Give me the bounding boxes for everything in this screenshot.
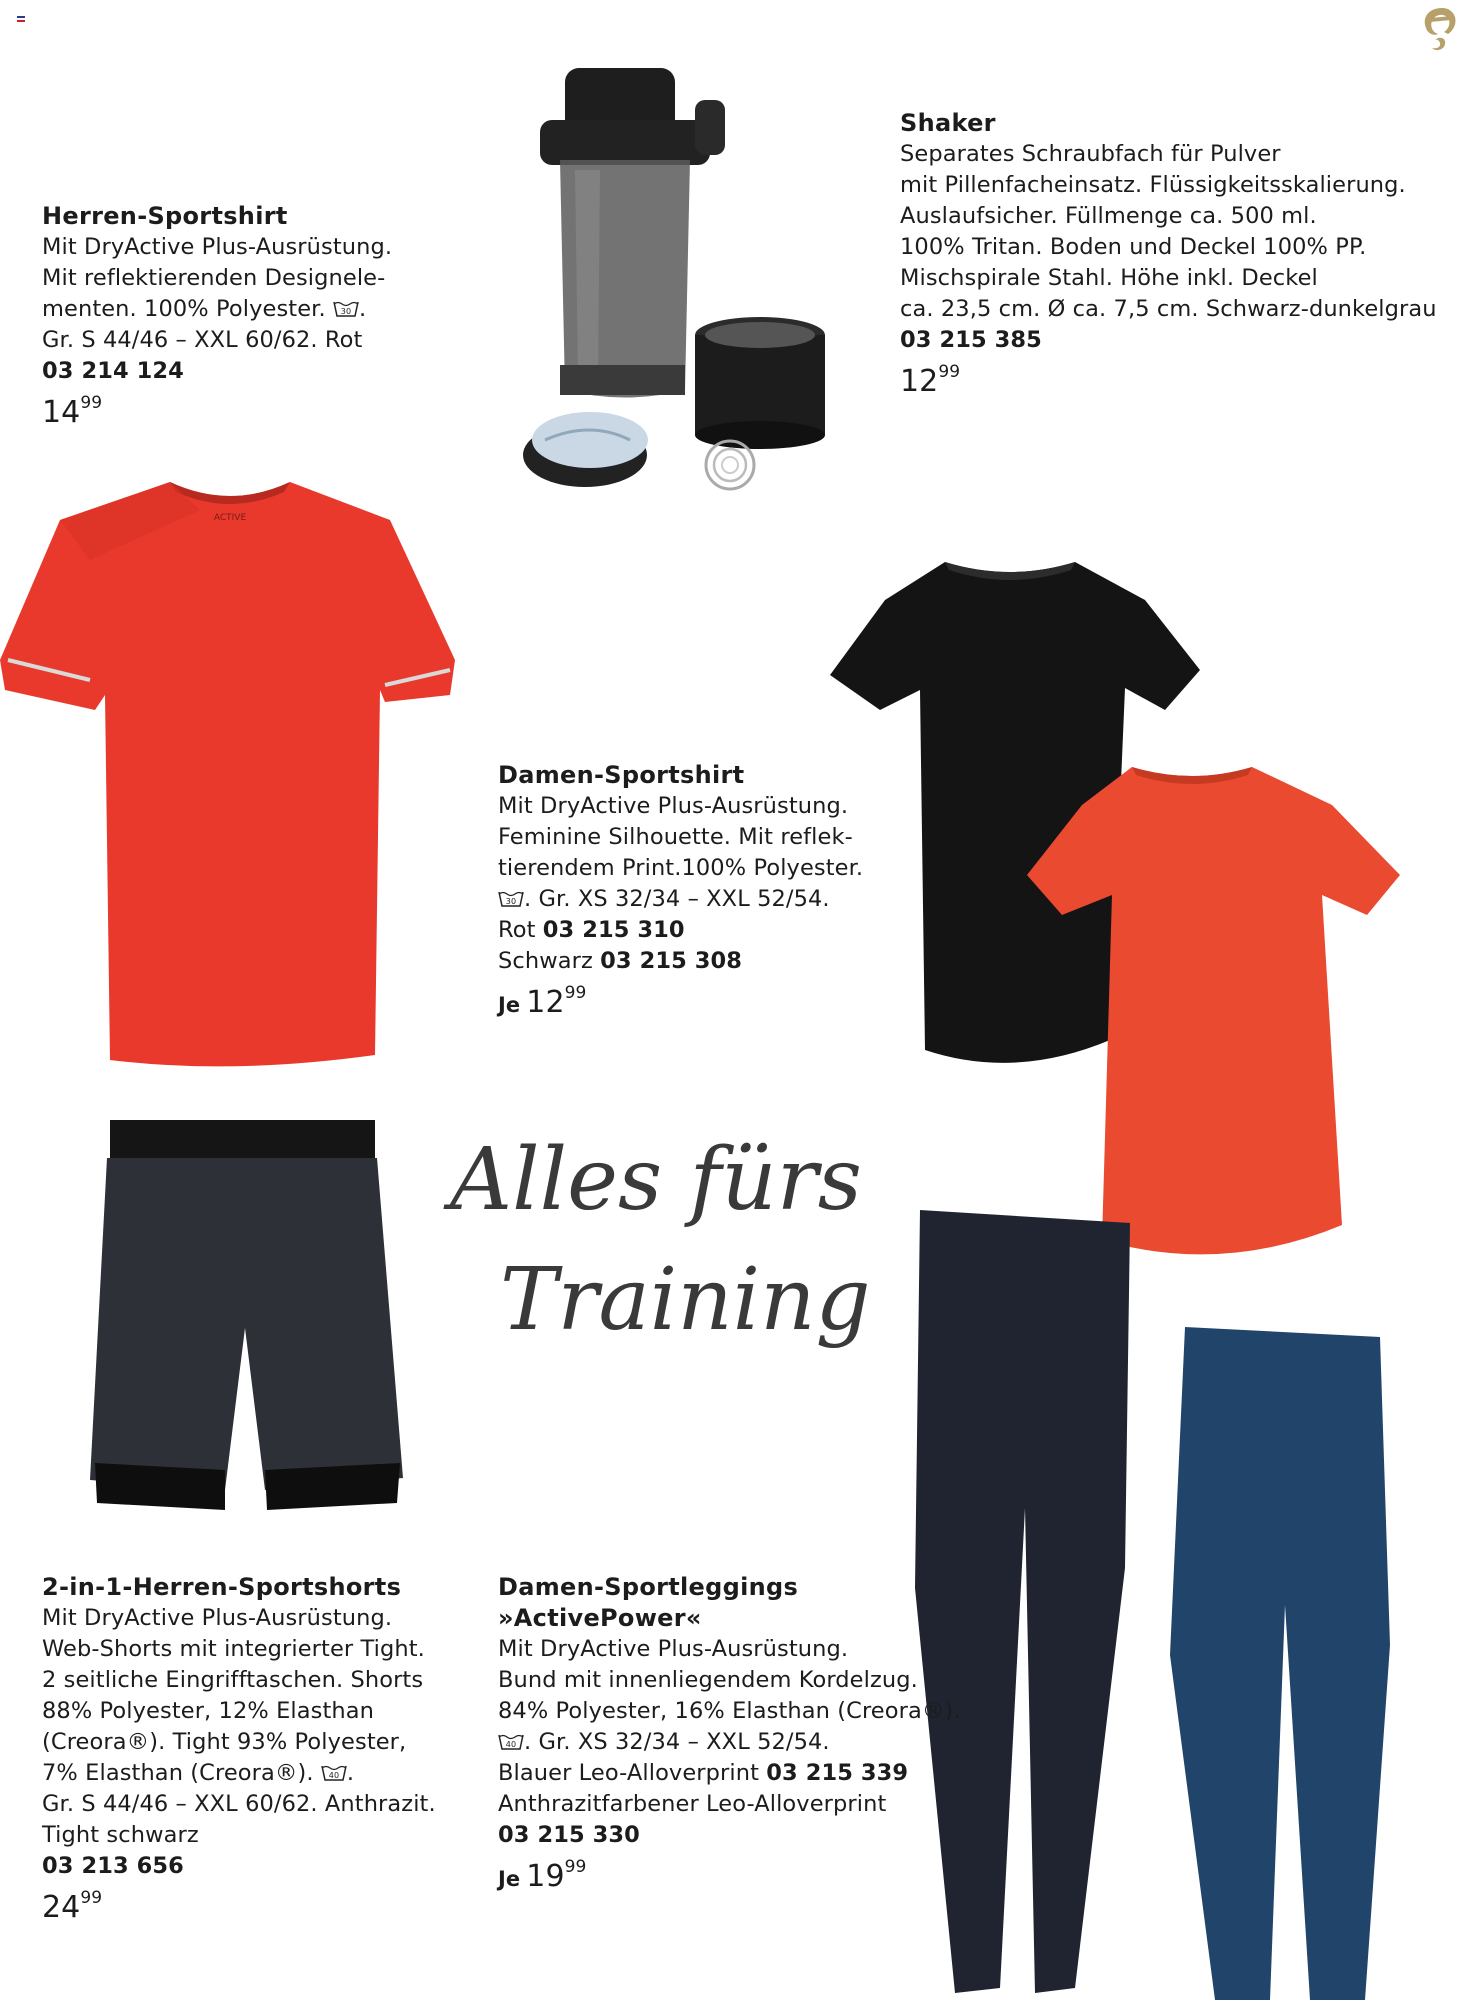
wash-30-icon [333,296,359,314]
headline-line2: Training [500,1250,871,1350]
product-desc: Mischspirale Stahl. Höhe inkl. Deckel [900,265,1318,291]
wash-temp: 30 [505,897,517,906]
headline-line1: Alles fürs [450,1130,862,1230]
damen-shirt-block [498,760,863,1023]
wash-40-icon [321,1760,347,1778]
product-desc: 100% Tritan. Boden und Deckel 100% PP. [900,234,1367,260]
price [42,1890,436,1926]
product-desc: menten. 100% Polyester. [42,296,326,322]
product-desc: Separates Schraubfach für Pulver [900,141,1281,167]
product-desc: Auslaufsicher. Füllmenge ca. 500 ml. [900,203,1317,229]
punct: . [358,296,367,322]
product-desc: 84% Polyester, 16% Elasthan (Creora®). [498,1698,961,1724]
product-desc: Mit DryActive Plus-Ausrüstung. [498,1636,849,1662]
product-desc: tierendem Print.100% Polyester. [498,855,864,881]
article-number: 03 215 385 [900,327,1042,353]
variant-label: Blauer Leo-Alloverprint [498,1760,760,1786]
price-cents: 99 [564,983,587,1003]
product-desc: 88% Polyester, 12% Elasthan [42,1698,375,1724]
price-cents: 99 [80,393,103,413]
product-title: Herren-Sportshirt [42,202,288,230]
flag-icon [17,16,25,24]
product-desc: ca. 23,5 cm. Ø ca. 7,5 cm. Schwarz-dunkelgrau [900,296,1437,322]
variant-label: Rot [498,917,536,943]
price [900,364,1437,400]
price-prefix: Je [498,1867,521,1891]
product-desc: Tight schwarz [42,1822,199,1848]
product-title: Damen-Sportleggings [498,1573,799,1601]
price-cents: 99 [564,1857,587,1877]
wash-40-icon [498,1729,524,1747]
tchibo-bean-logo [1418,4,1464,54]
shorts-block [42,1572,436,1926]
price [498,985,863,1023]
price-main: 24 [42,1890,81,1925]
product-desc: 7% Elasthan (Creora®). [42,1760,314,1786]
price [498,1859,961,1897]
leggings-block [498,1572,961,1897]
product-desc: Bund mit innenliegendem Kordelzug. [498,1667,918,1693]
price [42,395,392,431]
product-title: Shaker [900,109,996,137]
product-desc: 2 seitliche Eingrifftaschen. Shorts [42,1667,424,1693]
product-desc: . Gr. XS 32/34 – XXL 52/54. [524,1729,830,1755]
price-main: 14 [42,395,81,430]
price-main: 12 [526,985,565,1020]
damen-shirt-red-image [1022,765,1402,1275]
variant-label: Anthrazitfarbener Leo-Alloverprint [498,1791,887,1817]
product-title: 2-in-1-Herren-Sportshorts [42,1573,402,1601]
product-desc: Mit DryActive Plus-Ausrüstung. [498,793,849,819]
product-desc: mit Pillenfacheinsatz. Flüssigkeitsskalierung. [900,172,1406,198]
variant-label: Schwarz [498,948,593,974]
article-number: 03 215 310 [542,917,685,943]
wash-30-icon [498,886,524,904]
price-cents: 99 [80,1888,103,1908]
shaker-image [520,60,840,520]
article-number: 03 215 308 [600,948,743,974]
product-subtitle: »ActivePower« [498,1604,702,1632]
article-number: 03 213 656 [42,1853,184,1879]
wash-temp: 30 [340,307,352,316]
price-prefix: Je [498,993,521,1017]
herren-shirt-image [0,480,460,1070]
product-desc: Web-Shorts mit integrierter Tight. [42,1636,425,1662]
product-desc: Mit DryActive Plus-Ausrüstung. [42,234,393,260]
product-desc: (Creora®). Tight 93% Polyester, [42,1729,407,1755]
product-desc: Gr. S 44/46 – XXL 60/62. Rot [42,327,363,353]
product-desc: . Gr. XS 32/34 – XXL 52/54. [524,886,830,912]
shaker-block [900,108,1437,400]
leggings-blue-image [1160,1325,1410,2000]
wash-temp: 40 [505,1740,517,1749]
product-desc: Gr. S 44/46 – XXL 60/62. Anthrazit. [42,1791,436,1817]
svg-text:ACTIVE: ACTIVE [213,513,247,523]
price-cents: 99 [938,362,961,382]
price-main: 19 [526,1859,565,1894]
article-number: 03 215 330 [498,1822,640,1848]
herren-shirt-block [42,201,392,431]
product-desc: Mit reflektierenden Designele- [42,265,386,291]
article-number: 03 215 339 [766,1760,909,1786]
article-number: 03 214 124 [42,358,184,384]
product-desc: Feminine Silhouette. Mit reflek- [498,824,853,850]
product-title: Damen-Sportshirt [498,761,745,789]
wash-temp: 40 [328,1771,340,1780]
product-desc: Mit DryActive Plus-Ausrüstung. [42,1605,393,1631]
price-main: 12 [900,364,939,399]
punct: . [346,1760,355,1786]
shorts-image [85,1118,405,1518]
